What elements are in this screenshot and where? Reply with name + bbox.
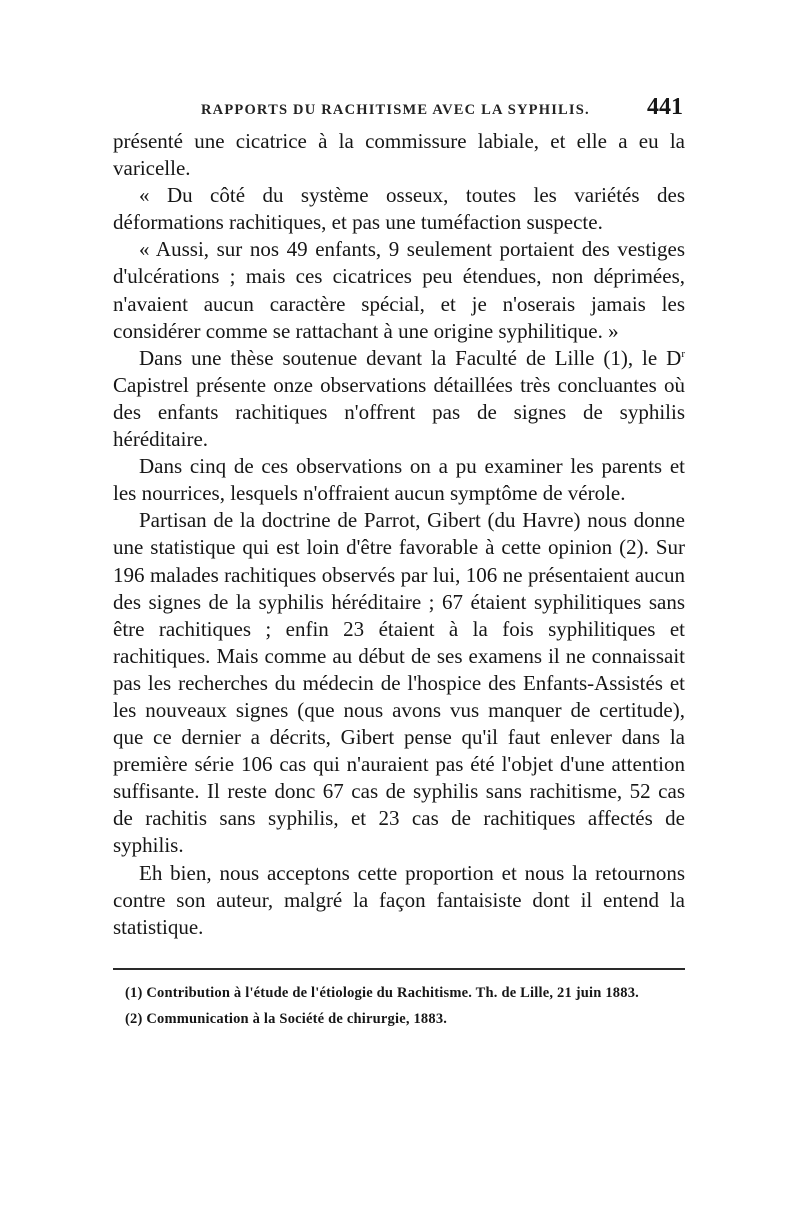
footnote-rule bbox=[113, 968, 685, 970]
footnote: (1) Contribution à l'étude de l'étiologie du Rachitisme. Th. de Lille, 21 juin 1883. bbox=[125, 984, 639, 1001]
paragraph-these bbox=[113, 345, 685, 453]
paragraph: « Du côté du système osseux, toutes les variétés des déformations rachitiques, et pas une tuméfaction suspecte. bbox=[113, 183, 685, 235]
paragraph: Eh bien, nous acceptons cette proportion et nous la retournons contre son auteur, malgré la façon fantaisiste dont il entend la statistique. bbox=[113, 860, 685, 939]
paragraph-these-rest: Capistrel présente onze observations détaillées très concluantes où des enfants rachitiques n'offrent pas de signes de syphilis héréditaire. bbox=[113, 372, 685, 452]
footnote: (2) Communication à la Société de chirurgie, 1883. bbox=[125, 1010, 448, 1027]
doctor-abbrev-sup: r bbox=[681, 347, 685, 360]
running-title: RAPPORTS DU RACHITISME AVEC LA SYPHILIS. bbox=[201, 102, 590, 118]
paragraph: Partisan de la doctrine de Parrot, Gibert (du Havre) nous donne une statistique qui est loin d'être favorable à cette opinion (2). Sur 196 malades rachitiques observés par lui, 106 ne présentaient aucun des signes de la syphilis héréditaire ; 67 étaient syphilitiques sans être rachitiques ; enfin 23 étaient à la fois syphilitiques et rachitiques. Mais comme au début de ses examens il ne connaissait pas les recherches du médecin de l'hospice des Enfants-Assistés et les nouveaux signes (que nous avons vus manquer de certitude), que ce dernier a décrits, Gibert pense qu'il faut enlever dans la première série 106 cas qui n'auraient pas été l'objet d'une attention suffisante. Il reste donc 67 cas de syphilis sans rachitisme, 52 cas de rachitis sans syphilis, et 23 cas de rachitiques affectés de syphilis. bbox=[113, 508, 685, 858]
paragraph: présenté une cicatrice à la commissure labiale, et elle a eu la varicelle. bbox=[113, 129, 685, 181]
paragraph: « Aussi, sur nos 49 enfants, 9 seulement portaient des vestiges d'ulcérations ; mais ces cicatrices peu étendues, non déprimées, n'avaient aucun caractère spécial, et je n'oserais jamais les considérer comme se rattachant à une origine syphilitique. » bbox=[113, 237, 685, 343]
page-number: 441 bbox=[647, 94, 683, 120]
paragraph: Dans cinq de ces observations on a pu examiner les parents et les nourrices, lesquels n'offraient aucun symptôme de vérole. bbox=[113, 454, 685, 506]
page-header bbox=[201, 94, 685, 128]
paragraph-these-lead: Dans une thèse soutenue devant la Faculté de Lille (1), le D bbox=[139, 345, 682, 370]
body-text bbox=[113, 128, 685, 941]
footnotes bbox=[113, 983, 685, 1030]
book-page bbox=[113, 94, 685, 1035]
